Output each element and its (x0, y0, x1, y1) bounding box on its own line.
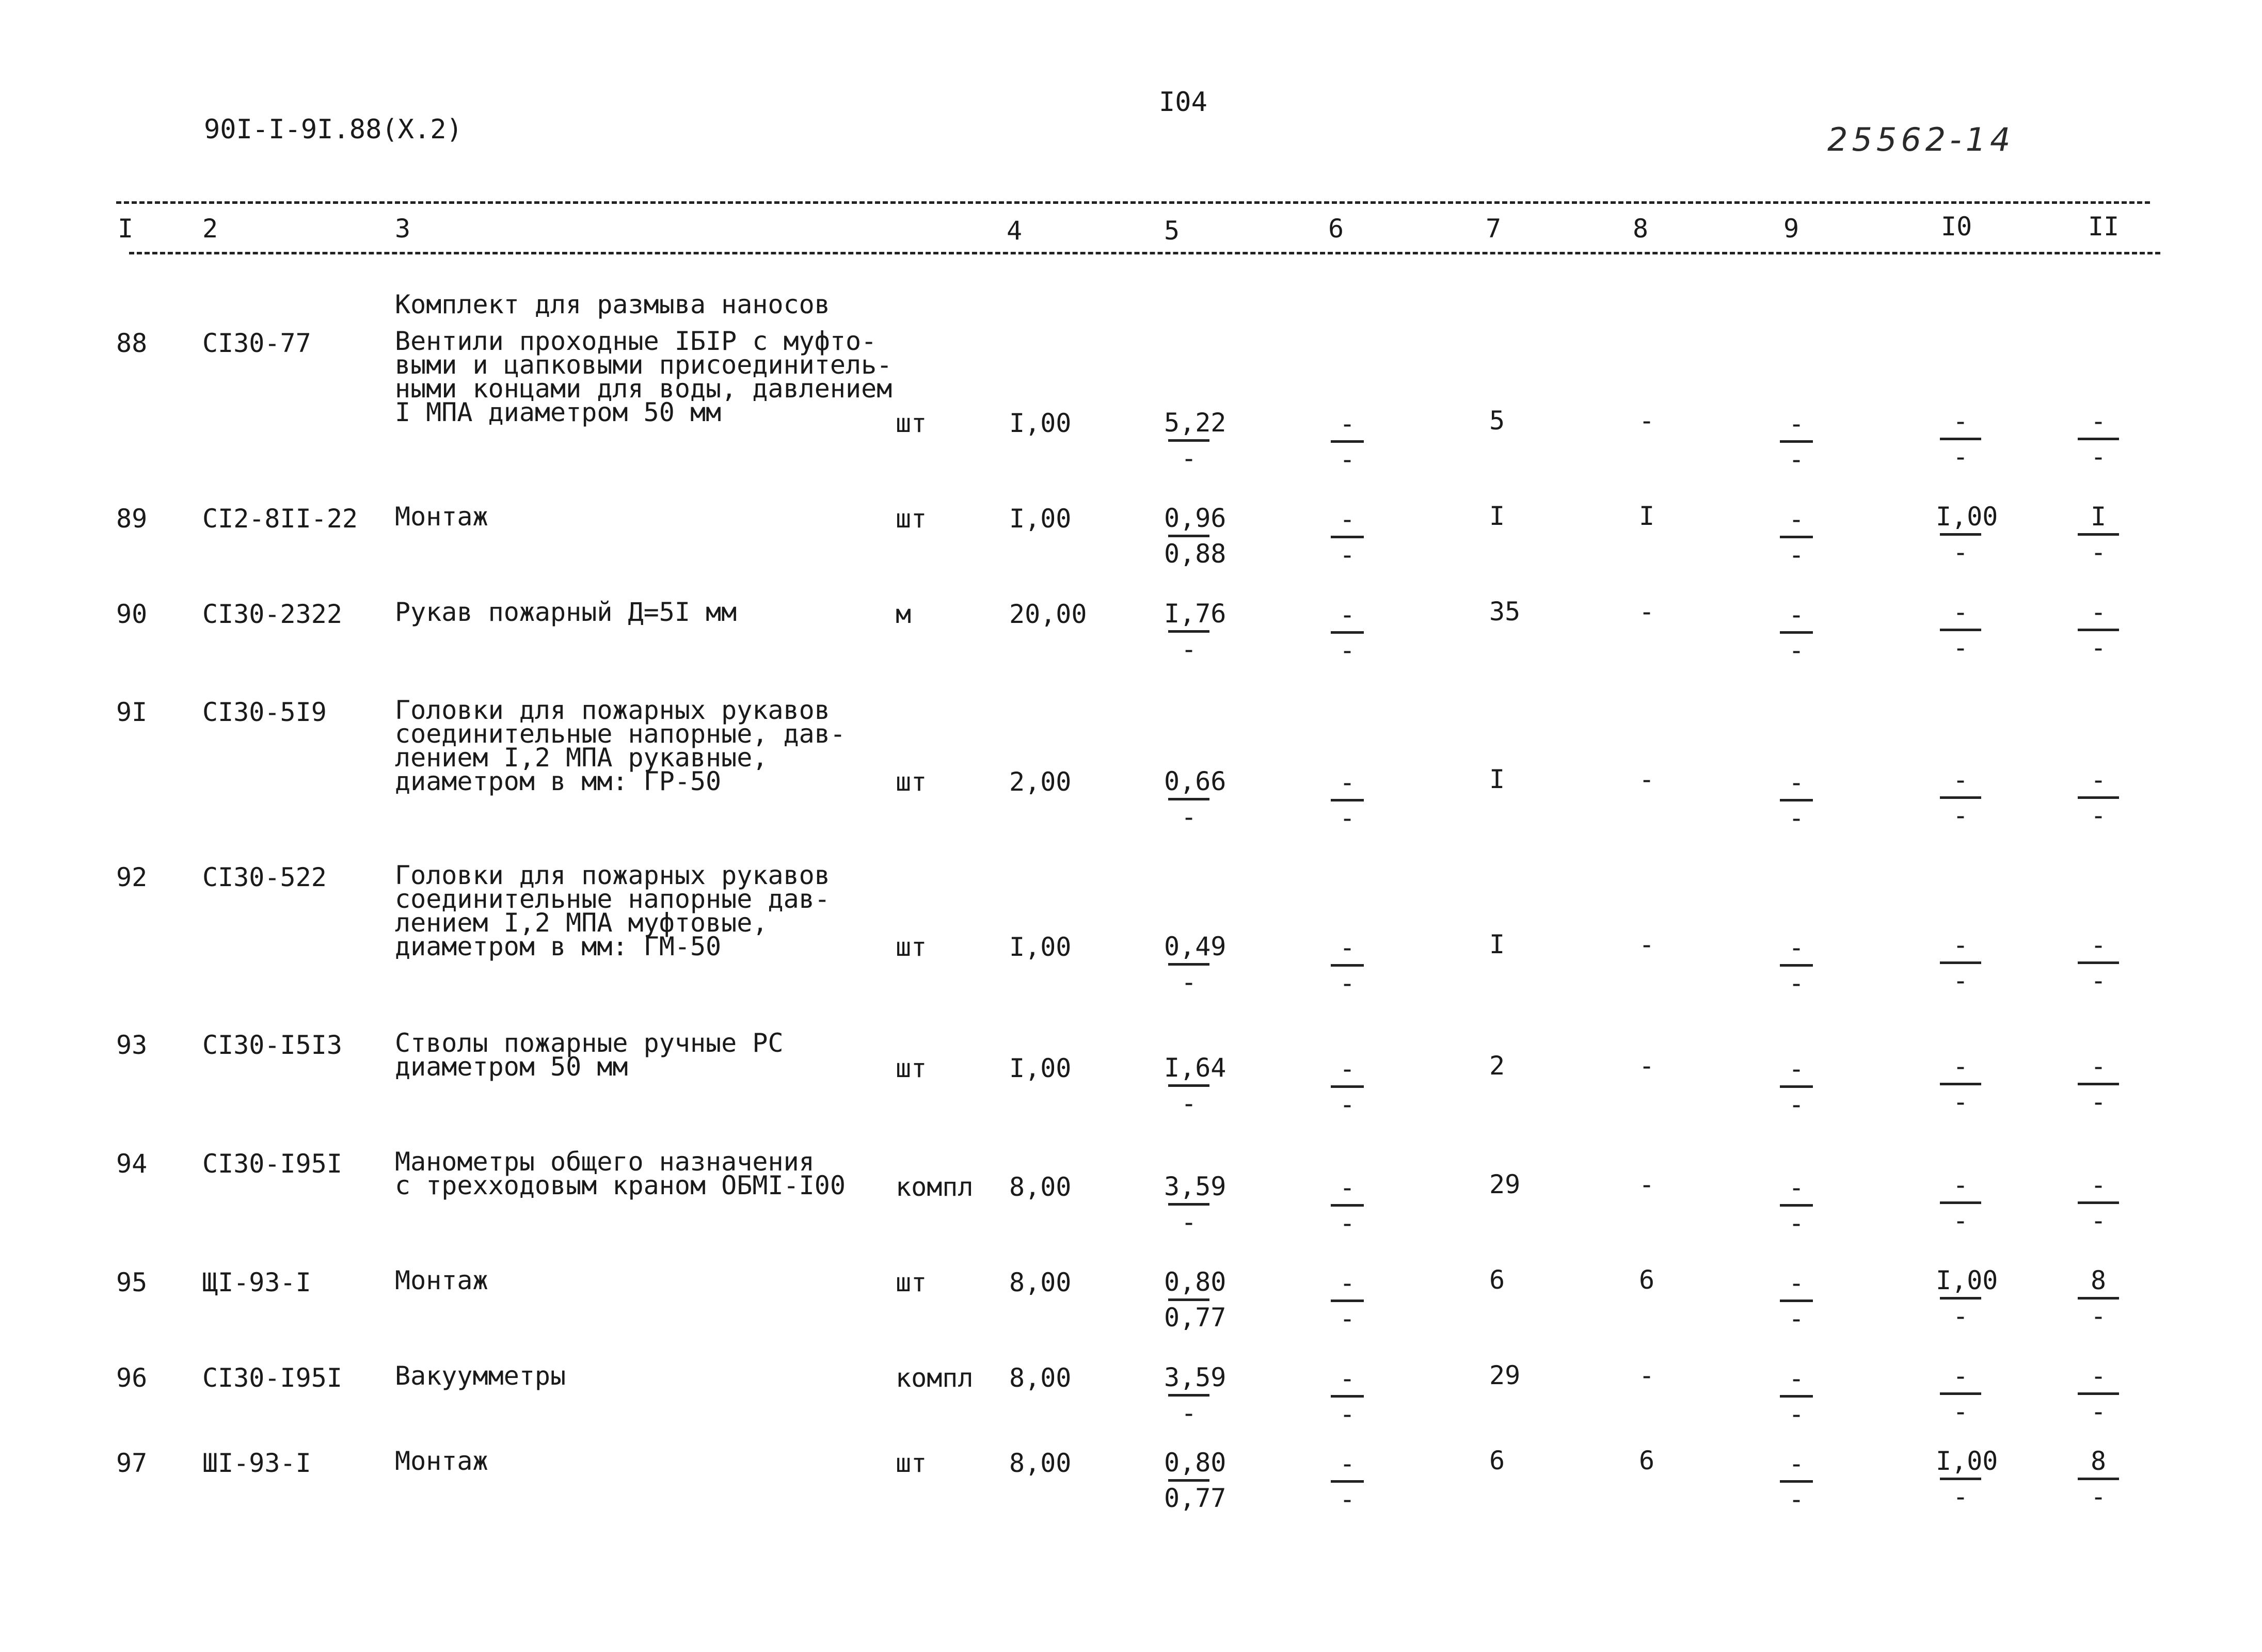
col6-dash (1327, 1055, 1368, 1118)
col9-dash-bar (1780, 440, 1813, 443)
col11-value-numerator: - (2090, 930, 2107, 960)
col6-dash-numerator: - (1339, 1173, 1356, 1202)
col6-dash-denominator: - (1339, 1089, 1356, 1119)
item-code: ШI-93-I (202, 1448, 311, 1478)
col9-dash-bar (1780, 964, 1813, 967)
col5-value-bar (1168, 1203, 1209, 1206)
col11-value-denominator: - (2090, 442, 2107, 472)
col9-dash-denominator: - (1788, 540, 1805, 570)
col9-dash-numerator: - (1788, 767, 1805, 797)
item-code: CI30-2322 (202, 599, 342, 629)
col11-value (2074, 1362, 2123, 1425)
col5-value (1164, 1053, 1226, 1118)
col6-dash-numerator: - (1339, 1054, 1356, 1084)
col6-dash-numerator: - (1339, 1268, 1356, 1298)
col6-dash-numerator: - (1339, 1449, 1356, 1479)
col11-value-bar (2078, 1297, 2119, 1300)
col11-value-numerator: - (2090, 1170, 2107, 1200)
col8-value: - (1639, 1169, 1655, 1199)
quantity: 8,00 (1009, 1448, 1072, 1478)
col9-dash-numerator: - (1788, 1054, 1805, 1084)
row-number: 96 (116, 1363, 148, 1393)
col6-dash (1327, 1365, 1368, 1428)
item-description: Вакуумметры (395, 1361, 566, 1391)
column-header-10: I0 (1941, 212, 1972, 242)
col8-value: - (1639, 1360, 1655, 1390)
col5-value (1164, 932, 1226, 997)
col9-dash-denominator: - (1788, 444, 1805, 474)
col11-value-numerator: 8 (2090, 1265, 2107, 1295)
col10-value (1936, 1265, 1998, 1331)
col5-value-denominator: - (1181, 1398, 1197, 1428)
quantity: 8,00 (1009, 1363, 1072, 1393)
col6-dash-bar (1331, 1395, 1364, 1398)
col7-value: 6 (1489, 1446, 1505, 1475)
col10-value-denominator: - (1952, 442, 1969, 472)
unit: шт (896, 767, 927, 797)
col7-value: 29 (1489, 1169, 1521, 1199)
col11-value-numerator: 8 (2090, 1446, 2107, 1476)
col11-value-denominator: - (2090, 537, 2107, 567)
col6-dash-denominator: - (1339, 1304, 1356, 1334)
col5-value-bar (1168, 535, 1209, 537)
col5-value-bar (1168, 963, 1209, 966)
col6-dash-bar (1331, 1085, 1364, 1088)
col10-value (1936, 1053, 1985, 1115)
col10-value (1936, 502, 1998, 567)
col8-value: - (1639, 764, 1655, 794)
col6-dash-denominator: - (1339, 1399, 1356, 1429)
col6-dash-numerator: - (1339, 933, 1356, 963)
unit: компл (896, 1172, 974, 1202)
col10-value (1936, 1446, 1998, 1512)
quantity: I,00 (1009, 504, 1072, 534)
col5-value-denominator: - (1181, 634, 1197, 664)
col9-dash-bar (1780, 1085, 1813, 1088)
col6-dash-denominator: - (1339, 1208, 1356, 1238)
col6-dash (1327, 769, 1368, 831)
col11-value (2074, 766, 2123, 829)
col9-dash-bar (1780, 631, 1813, 634)
col5-value (1164, 408, 1226, 473)
col10-value-denominator: - (1952, 1482, 1969, 1512)
unit: шт (896, 504, 927, 534)
col7-value: 5 (1489, 406, 1505, 436)
col8-value: - (1639, 929, 1655, 959)
col7-value: 35 (1489, 597, 1521, 627)
col10-value (1936, 1172, 1985, 1234)
col8-value: - (1639, 406, 1655, 436)
col5-value-denominator: - (1181, 967, 1197, 997)
col10-value-bar (1940, 1201, 1981, 1204)
column-header-9: 9 (1783, 214, 1799, 244)
column-header-8: 8 (1633, 214, 1649, 244)
col6-dash-numerator: - (1339, 600, 1356, 630)
quantity: 8,00 (1009, 1172, 1072, 1202)
col9-dash-numerator: - (1788, 1364, 1805, 1393)
col10-value-bar (1940, 1297, 1981, 1300)
col11-value-bar (2078, 1478, 2119, 1480)
row-number: 94 (116, 1149, 148, 1179)
col10-value-bar (1940, 533, 1981, 536)
col10-value-denominator: - (1952, 966, 1969, 996)
col11-value-numerator: - (2090, 1051, 2107, 1081)
col11-value-numerator: I (2090, 502, 2107, 532)
col9-dash-bar (1780, 1395, 1813, 1398)
col6-dash-denominator: - (1339, 540, 1356, 570)
col10-value-bar (1940, 796, 1981, 799)
col6-dash-numerator: - (1339, 767, 1356, 797)
col11-value-bar (2078, 629, 2119, 631)
col11-value (2074, 503, 2123, 566)
row-number: 97 (116, 1448, 148, 1478)
col7-value: 29 (1489, 1360, 1521, 1390)
item-description: Стволы пожарные ручные РС диаметром 50 мм (395, 1028, 784, 1082)
page-number: I04 (1159, 87, 1207, 118)
col9-dash-bar (1780, 1204, 1813, 1207)
col6-dash (1327, 410, 1368, 473)
col11-value-denominator: - (2090, 1397, 2107, 1426)
col9-dash-numerator: - (1788, 1268, 1805, 1298)
col11-value-bar (2078, 438, 2119, 440)
col9-dash-bar (1780, 536, 1813, 538)
col5-value-denominator: - (1181, 1088, 1197, 1118)
col11-value (2074, 1053, 2123, 1115)
col10-value-numerator: - (1952, 1170, 1969, 1200)
col11-value-denominator: - (2090, 1482, 2107, 1512)
col5-value-numerator: 0,96 (1164, 503, 1226, 533)
col5-value-bar (1168, 1394, 1209, 1397)
col6-dash-bar (1331, 440, 1364, 443)
unit: шт (896, 1448, 927, 1478)
col6-dash-numerator: - (1339, 409, 1356, 439)
quantity: I,00 (1009, 932, 1072, 962)
col11-value-denominator: - (2090, 633, 2107, 663)
col8-value: - (1639, 1051, 1655, 1081)
item-code: CI30-522 (202, 862, 327, 892)
col8-value: 6 (1639, 1265, 1655, 1295)
col5-value-numerator: I,76 (1164, 599, 1226, 629)
col9-dash-bar (1780, 1300, 1813, 1302)
col6-dash (1327, 601, 1368, 664)
row-number: 89 (116, 504, 148, 534)
col5-value (1164, 766, 1226, 832)
col5-value (1164, 1362, 1226, 1428)
col11-value-denominator: - (2090, 800, 2107, 830)
unit: шт (896, 932, 927, 962)
col9-dash (1776, 1055, 1817, 1118)
col11-value-numerator: - (2090, 1361, 2107, 1391)
col6-dash (1327, 934, 1368, 997)
column-header-6: 6 (1328, 214, 1344, 244)
row-number: 9I (116, 697, 148, 727)
col10-value-numerator: - (1952, 765, 1969, 795)
col7-value: I (1489, 501, 1505, 531)
col5-value-numerator: 0,80 (1164, 1448, 1226, 1478)
col5-value-numerator: 3,59 (1164, 1362, 1226, 1392)
col9-dash-denominator: - (1788, 1399, 1805, 1429)
col6-dash (1327, 506, 1368, 568)
item-description: Головки для пожарных рукавов соединительные напорные, дав- лением I,2 МПА рукавные, диаметром в мм: ГР-50 (395, 695, 846, 796)
col5-value (1164, 599, 1226, 664)
col5-value-numerator: 0,80 (1164, 1267, 1226, 1297)
col5-value-bar (1168, 798, 1209, 800)
col5-value (1164, 1448, 1226, 1513)
col10-value-numerator: - (1952, 1051, 1969, 1081)
col5-value-denominator: - (1181, 1207, 1197, 1237)
col11-value-denominator: - (2090, 966, 2107, 996)
unit: шт (896, 1053, 927, 1083)
column-header-1: I (118, 214, 134, 244)
col6-dash-bar (1331, 1480, 1364, 1483)
col10-value-denominator: - (1952, 800, 1969, 830)
quantity: 8,00 (1009, 1268, 1072, 1297)
col10-value (1936, 932, 1985, 994)
col10-value-bar (1940, 1392, 1981, 1395)
col6-dash-bar (1331, 799, 1364, 801)
col10-value-denominator: - (1952, 1087, 1969, 1117)
col6-dash-bar (1331, 964, 1364, 967)
col11-value-bar (2078, 1201, 2119, 1204)
col6-dash-bar (1331, 1204, 1364, 1207)
column-header-3: 3 (395, 214, 411, 244)
col7-value: I (1489, 929, 1505, 959)
col5-value (1164, 1267, 1226, 1333)
col10-value (1936, 1362, 1985, 1425)
col9-dash (1776, 1365, 1817, 1428)
col5-value-bar (1168, 1084, 1209, 1087)
col11-value-bar (2078, 796, 2119, 799)
col6-dash-denominator: - (1339, 803, 1356, 833)
col11-value-bar (2078, 961, 2119, 964)
col5-value-denominator: 0,77 (1164, 1303, 1226, 1333)
col9-dash-numerator: - (1788, 933, 1805, 963)
col9-dash-denominator: - (1788, 1484, 1805, 1514)
col10-value-bar (1940, 629, 1981, 631)
col9-dash-denominator: - (1788, 1089, 1805, 1119)
column-header-11: II (2088, 212, 2120, 242)
column-header-2: 2 (202, 214, 218, 244)
col6-dash (1327, 1270, 1368, 1332)
col9-dash (1776, 934, 1817, 997)
col9-dash-numerator: - (1788, 409, 1805, 439)
col10-value-bar (1940, 438, 1981, 440)
col6-dash-bar (1331, 536, 1364, 538)
col10-value (1936, 766, 1985, 829)
col5-value-numerator: I,64 (1164, 1053, 1226, 1083)
col8-value: - (1639, 597, 1655, 627)
col5-value-bar (1168, 439, 1209, 442)
column-header-7: 7 (1486, 214, 1502, 244)
col11-value-numerator: - (2090, 406, 2107, 436)
column-header-4: 4 (1007, 216, 1023, 246)
col9-dash-denominator: - (1788, 1304, 1805, 1334)
unit: шт (896, 1268, 927, 1297)
col9-dash (1776, 769, 1817, 831)
item-description: Вентили проходные IБIP с муфто- выми и цапковыми присоединитель- ными концами для воды, давлением I МПА диаметром 50 мм (395, 326, 893, 427)
col9-dash (1776, 410, 1817, 473)
col11-value (2074, 599, 2123, 661)
col9-dash (1776, 1450, 1817, 1513)
col5-value-bar (1168, 1479, 1209, 1482)
col5-value-numerator: 5,22 (1164, 408, 1226, 438)
item-code: ЩI-93-I (202, 1268, 311, 1297)
col10-value-numerator: I,00 (1936, 1265, 1998, 1295)
quantity: I,00 (1009, 1053, 1072, 1083)
col6-dash-bar (1331, 1300, 1364, 1302)
col11-value-bar (2078, 533, 2119, 536)
unit: м (896, 599, 912, 629)
col11-value-bar (2078, 1083, 2119, 1085)
unit: шт (896, 408, 927, 438)
column-header-5: 5 (1164, 216, 1180, 246)
col5-value-bar (1168, 1298, 1209, 1301)
col6-dash-denominator: - (1339, 1484, 1356, 1514)
col5-value-denominator: 0,77 (1164, 1483, 1226, 1513)
col6-dash (1327, 1450, 1368, 1513)
col6-dash-denominator: - (1339, 968, 1356, 998)
item-description: Рукав пожарный Д=5I мм (395, 597, 737, 627)
col6-dash-numerator: - (1339, 1364, 1356, 1393)
col11-value-numerator: - (2090, 597, 2107, 627)
col9-dash-denominator: - (1788, 968, 1805, 998)
col9-dash (1776, 1174, 1817, 1237)
header-top-rule (116, 201, 2150, 204)
col10-value-bar (1940, 1478, 1981, 1480)
col9-dash-denominator: - (1788, 635, 1805, 665)
col6-dash-denominator: - (1339, 444, 1356, 474)
col11-value-denominator: - (2090, 1087, 2107, 1117)
col5-value-numerator: 0,49 (1164, 932, 1226, 961)
col11-value (2074, 1448, 2123, 1510)
quantity: 2,00 (1009, 767, 1072, 797)
col9-dash-numerator: - (1788, 1173, 1805, 1202)
row-number: 95 (116, 1268, 148, 1297)
col9-dash-numerator: - (1788, 504, 1805, 534)
item-description: Монтаж (395, 1265, 488, 1295)
handwritten-stamp: 25562-14 (1827, 121, 2015, 158)
col11-value (2074, 1172, 2123, 1234)
col5-value-numerator: 0,66 (1164, 766, 1226, 796)
col5-value-numerator: 3,59 (1164, 1172, 1226, 1201)
col9-dash-denominator: - (1788, 1208, 1805, 1238)
col5-value-bar (1168, 630, 1209, 633)
item-description: Головки для пожарных рукавов соединительные напорные дав- лением I,2 МПА муфтовые, диаметром в мм: ГМ-50 (395, 860, 830, 961)
col11-value (2074, 408, 2123, 470)
item-code: CI30-I95I (202, 1363, 342, 1393)
row-number: 88 (116, 328, 148, 358)
item-code: CI30-77 (202, 328, 311, 358)
item-code: CI2-8II-22 (202, 504, 358, 534)
quantity: I,00 (1009, 408, 1072, 438)
col9-dash-denominator: - (1788, 803, 1805, 833)
col10-value-numerator: I,00 (1936, 502, 1998, 532)
col11-value-denominator: - (2090, 1301, 2107, 1331)
col6-dash-numerator: - (1339, 504, 1356, 534)
col10-value (1936, 408, 1985, 470)
col10-value-denominator: - (1952, 537, 1969, 567)
col9-dash-numerator: - (1788, 600, 1805, 630)
col5-value-denominator: 0,88 (1164, 539, 1226, 569)
section-title: Комплект для размыва наносов (395, 290, 830, 319)
row-number: 92 (116, 862, 148, 892)
col10-value-bar (1940, 961, 1981, 964)
col10-value-numerator: I,00 (1936, 1446, 1998, 1476)
row-number: 90 (116, 599, 148, 629)
col9-dash-bar (1780, 1480, 1813, 1483)
item-description: Монтаж (395, 1446, 488, 1476)
item-code: CI30-I95I (202, 1149, 342, 1179)
col11-value (2074, 932, 2123, 994)
col7-value: 2 (1489, 1051, 1505, 1081)
col5-value (1164, 1172, 1226, 1237)
col5-value-denominator: - (1181, 802, 1197, 832)
col6-dash-bar (1331, 631, 1364, 634)
item-description: Манометры общего назначения с трехходовым краном ОБМI-I00 (395, 1147, 846, 1200)
col10-value-numerator: - (1952, 597, 1969, 627)
col10-value-denominator: - (1952, 1301, 1969, 1331)
col9-dash (1776, 1270, 1817, 1332)
col5-value (1164, 503, 1226, 569)
col8-value: 6 (1639, 1446, 1655, 1475)
col11-value-numerator: - (2090, 765, 2107, 795)
item-code: CI30-5I9 (202, 697, 327, 727)
col6-dash (1327, 1174, 1368, 1237)
col10-value-denominator: - (1952, 633, 1969, 663)
col10-value-denominator: - (1952, 1397, 1969, 1426)
row-number: 93 (116, 1030, 148, 1060)
col7-value: I (1489, 764, 1505, 794)
col10-value-numerator: - (1952, 930, 1969, 960)
col6-dash-denominator: - (1339, 635, 1356, 665)
col9-dash (1776, 601, 1817, 664)
col11-value-denominator: - (2090, 1206, 2107, 1236)
col11-value (2074, 1267, 2123, 1329)
quantity: 20,00 (1009, 599, 1087, 629)
col10-value (1936, 599, 1985, 661)
col9-dash-bar (1780, 799, 1813, 801)
unit: компл (896, 1363, 974, 1393)
item-description: Монтаж (395, 502, 488, 532)
col11-value-bar (2078, 1392, 2119, 1395)
col8-value: I (1639, 501, 1655, 531)
col10-value-numerator: - (1952, 1361, 1969, 1391)
col9-dash (1776, 506, 1817, 568)
col5-value-denominator: - (1181, 443, 1197, 473)
header-bottom-rule (129, 252, 2160, 254)
col9-dash-numerator: - (1788, 1449, 1805, 1479)
col10-value-bar (1940, 1083, 1981, 1085)
col7-value: 6 (1489, 1265, 1505, 1295)
document-code: 90I-I-9I.88(X.2) (204, 114, 463, 145)
item-code: CI30-I5I3 (202, 1030, 342, 1060)
col10-value-numerator: - (1952, 406, 1969, 436)
col10-value-denominator: - (1952, 1206, 1969, 1236)
